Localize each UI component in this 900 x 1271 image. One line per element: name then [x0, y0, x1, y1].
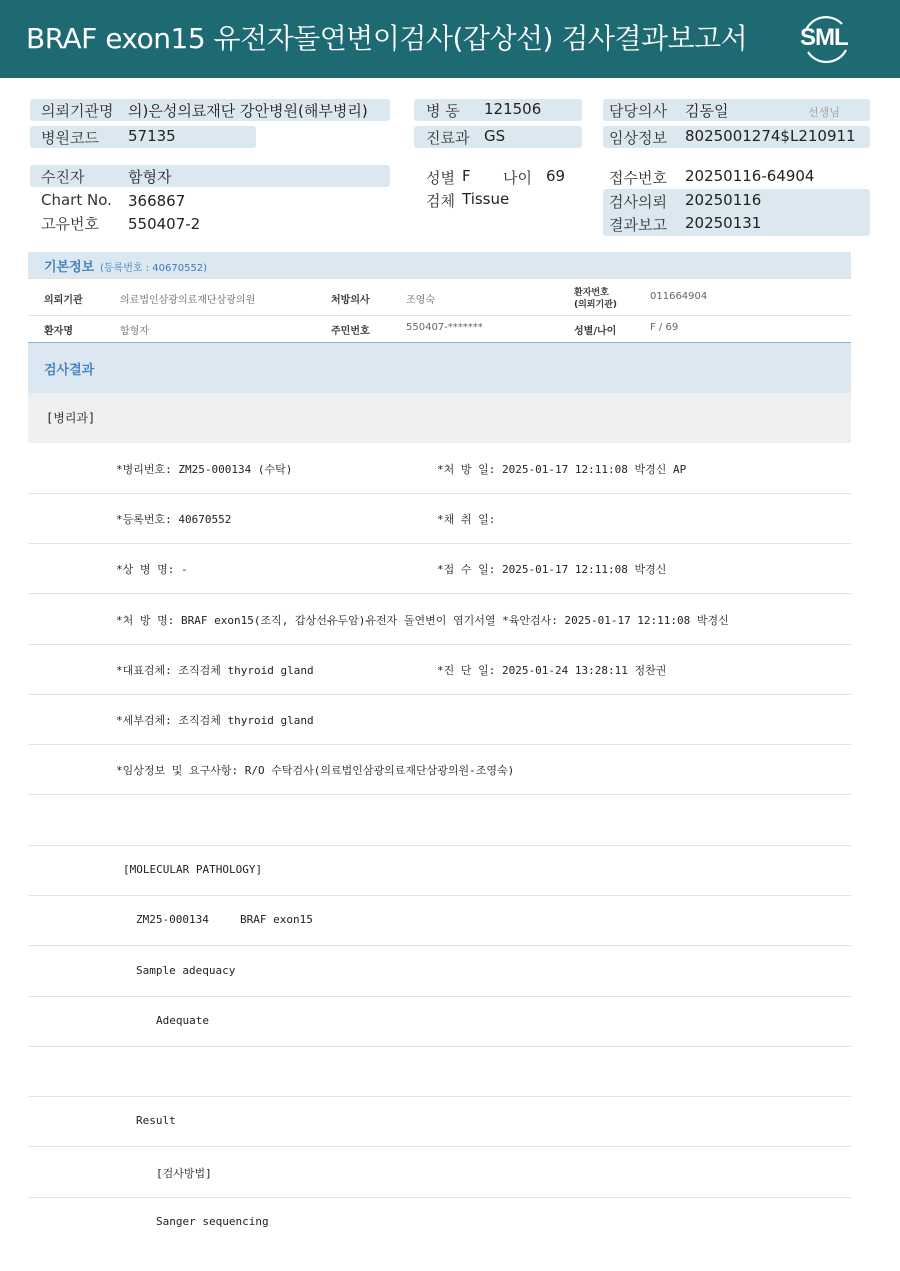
reported-value: 20250131	[685, 214, 762, 232]
prescriber-label: 처방의사	[331, 295, 370, 306]
doctor-value: 김동일	[685, 102, 729, 120]
row-left-text: *상 병 명: -	[116, 563, 188, 576]
age-label: 나이	[503, 169, 532, 187]
result-row	[28, 947, 851, 997]
reported-label: 결과보고	[609, 216, 667, 234]
chart-value: 366867	[128, 192, 186, 210]
results-title: 검사결과	[44, 363, 95, 378]
ward-label: 병 동	[426, 102, 460, 120]
method-label: [검사방법]	[156, 1167, 212, 1180]
chart-label: Chart No.	[41, 191, 112, 209]
doctor-label: 담당의사	[609, 102, 667, 120]
result-row	[28, 595, 851, 645]
org-label: 의뢰기관	[44, 295, 83, 306]
sex-label: 성별	[426, 169, 455, 187]
patient-label: 수진자	[41, 168, 85, 186]
result-row	[28, 494, 851, 544]
method-value: Sanger sequencing	[156, 1215, 269, 1228]
report-header	[0, 0, 900, 78]
result-row	[28, 645, 851, 695]
clinical-value: 8025001274$L210911	[685, 127, 856, 145]
row-left-text: *임상정보 및 요구사항: R/O 수탁검사(의료법인삼광의료재단삼광의원-조영숙)	[116, 764, 515, 777]
result-row	[28, 745, 851, 795]
result-row	[28, 896, 851, 946]
specimen-value: Tissue	[462, 190, 510, 208]
logo-text: SML	[800, 24, 848, 51]
row-right-text: *접 수 일: 2025-01-17 12:11:08 박경신	[437, 563, 667, 576]
basic-info-title: 기본정보	[44, 260, 95, 275]
patient-value: 함형자	[128, 168, 172, 186]
row-left-text: *처 방 명: BRAF exon15(조직, 갑상선유두암)유전자 돌연변이 염기서열 *육안검사: 2025-01-17 12:11:08 박경신	[116, 614, 729, 627]
receipt-value: 20250116-64904	[685, 167, 815, 185]
rrn-value: 550407-*******	[406, 322, 483, 333]
unique-label: 고유번호	[41, 215, 99, 233]
molecular-header: [MOLECULAR PATHOLOGY]	[123, 863, 263, 876]
result-row	[28, 1097, 851, 1147]
row-left-text: *세부검체: 조직검체 thyroid gland	[116, 714, 314, 727]
sexage-value: F / 69	[650, 322, 679, 333]
department-label: 진료과	[426, 129, 470, 147]
hospital-code-label: 병원코드	[41, 129, 99, 147]
result-row	[28, 1198, 851, 1247]
blank-row	[28, 1047, 851, 1097]
doctor-suffix: 선생님	[808, 106, 840, 119]
blank-row	[28, 796, 851, 846]
hospital-code-value: 57135	[128, 127, 176, 145]
adequacy-value: Adequate	[156, 1014, 209, 1027]
name-value: 함형자	[120, 326, 149, 337]
requested-value: 20250116	[685, 191, 762, 209]
department-heading: [병리과]	[46, 411, 96, 425]
org-value: 의료법인삼광의료재단삼광의원	[120, 295, 256, 306]
specimen-label: 검체	[426, 192, 455, 210]
requesting-org-label: 의뢰기관명	[41, 102, 114, 120]
sex-value: F	[462, 167, 471, 185]
row-right-text: *진 단 일: 2025-01-24 13:28:11 정찬권	[437, 664, 667, 677]
result-row	[28, 997, 851, 1047]
result-row	[28, 544, 851, 594]
divider	[28, 315, 851, 316]
requesting-org-value: 의)은성의료재단 강안병원(해부병리)	[128, 102, 368, 120]
adequacy-label: Sample adequacy	[136, 964, 236, 977]
patno-label-2: (의뢰기관)	[574, 300, 618, 310]
sml-logo	[796, 12, 856, 66]
ward-value: 121506	[484, 100, 542, 118]
unique-value: 550407-2	[128, 215, 201, 233]
report-title: BRAF exon15 유전자돌연변이검사(갑상선) 검사결과보고서	[26, 22, 748, 55]
row-right-text: *처 방 일: 2025-01-17 12:11:08 박경신 AP	[437, 463, 687, 476]
name-label: 환자명	[44, 326, 73, 337]
basic-info-reg: (등록번호 : 40670552)	[100, 263, 208, 274]
department-band	[28, 393, 851, 443]
result-label: Result	[136, 1114, 176, 1127]
case-id: ZM25-000134	[136, 913, 209, 926]
department-value: GS	[484, 127, 506, 145]
result-row	[28, 1148, 851, 1198]
rrn-label: 주민번호	[331, 326, 370, 337]
receipt-label: 접수번호	[609, 169, 667, 187]
patno-label-1: 환자번호	[574, 288, 609, 298]
prescriber-value: 조영숙	[406, 295, 435, 306]
results-header	[28, 342, 851, 393]
row-left-text: *등록번호: 40670552	[116, 513, 232, 526]
requested-label: 검사의뢰	[609, 193, 667, 211]
row-left-text: *대표검체: 조직검체 thyroid gland	[116, 664, 314, 677]
row-left-text: *병리번호: ZM25-000134 (수탁)	[116, 463, 293, 476]
age-value: 69	[546, 167, 566, 185]
row-right-text: *채 취 일:	[437, 513, 496, 526]
case-test: BRAF exon15	[240, 913, 313, 926]
basic-info-header	[28, 252, 851, 278]
result-row	[28, 695, 851, 745]
clinical-label: 임상정보	[609, 129, 667, 147]
patno-value: 011664904	[650, 291, 708, 302]
result-row	[28, 444, 851, 494]
result-row	[28, 846, 851, 896]
divider	[28, 278, 851, 279]
sexage-label: 성별/나이	[574, 326, 617, 337]
